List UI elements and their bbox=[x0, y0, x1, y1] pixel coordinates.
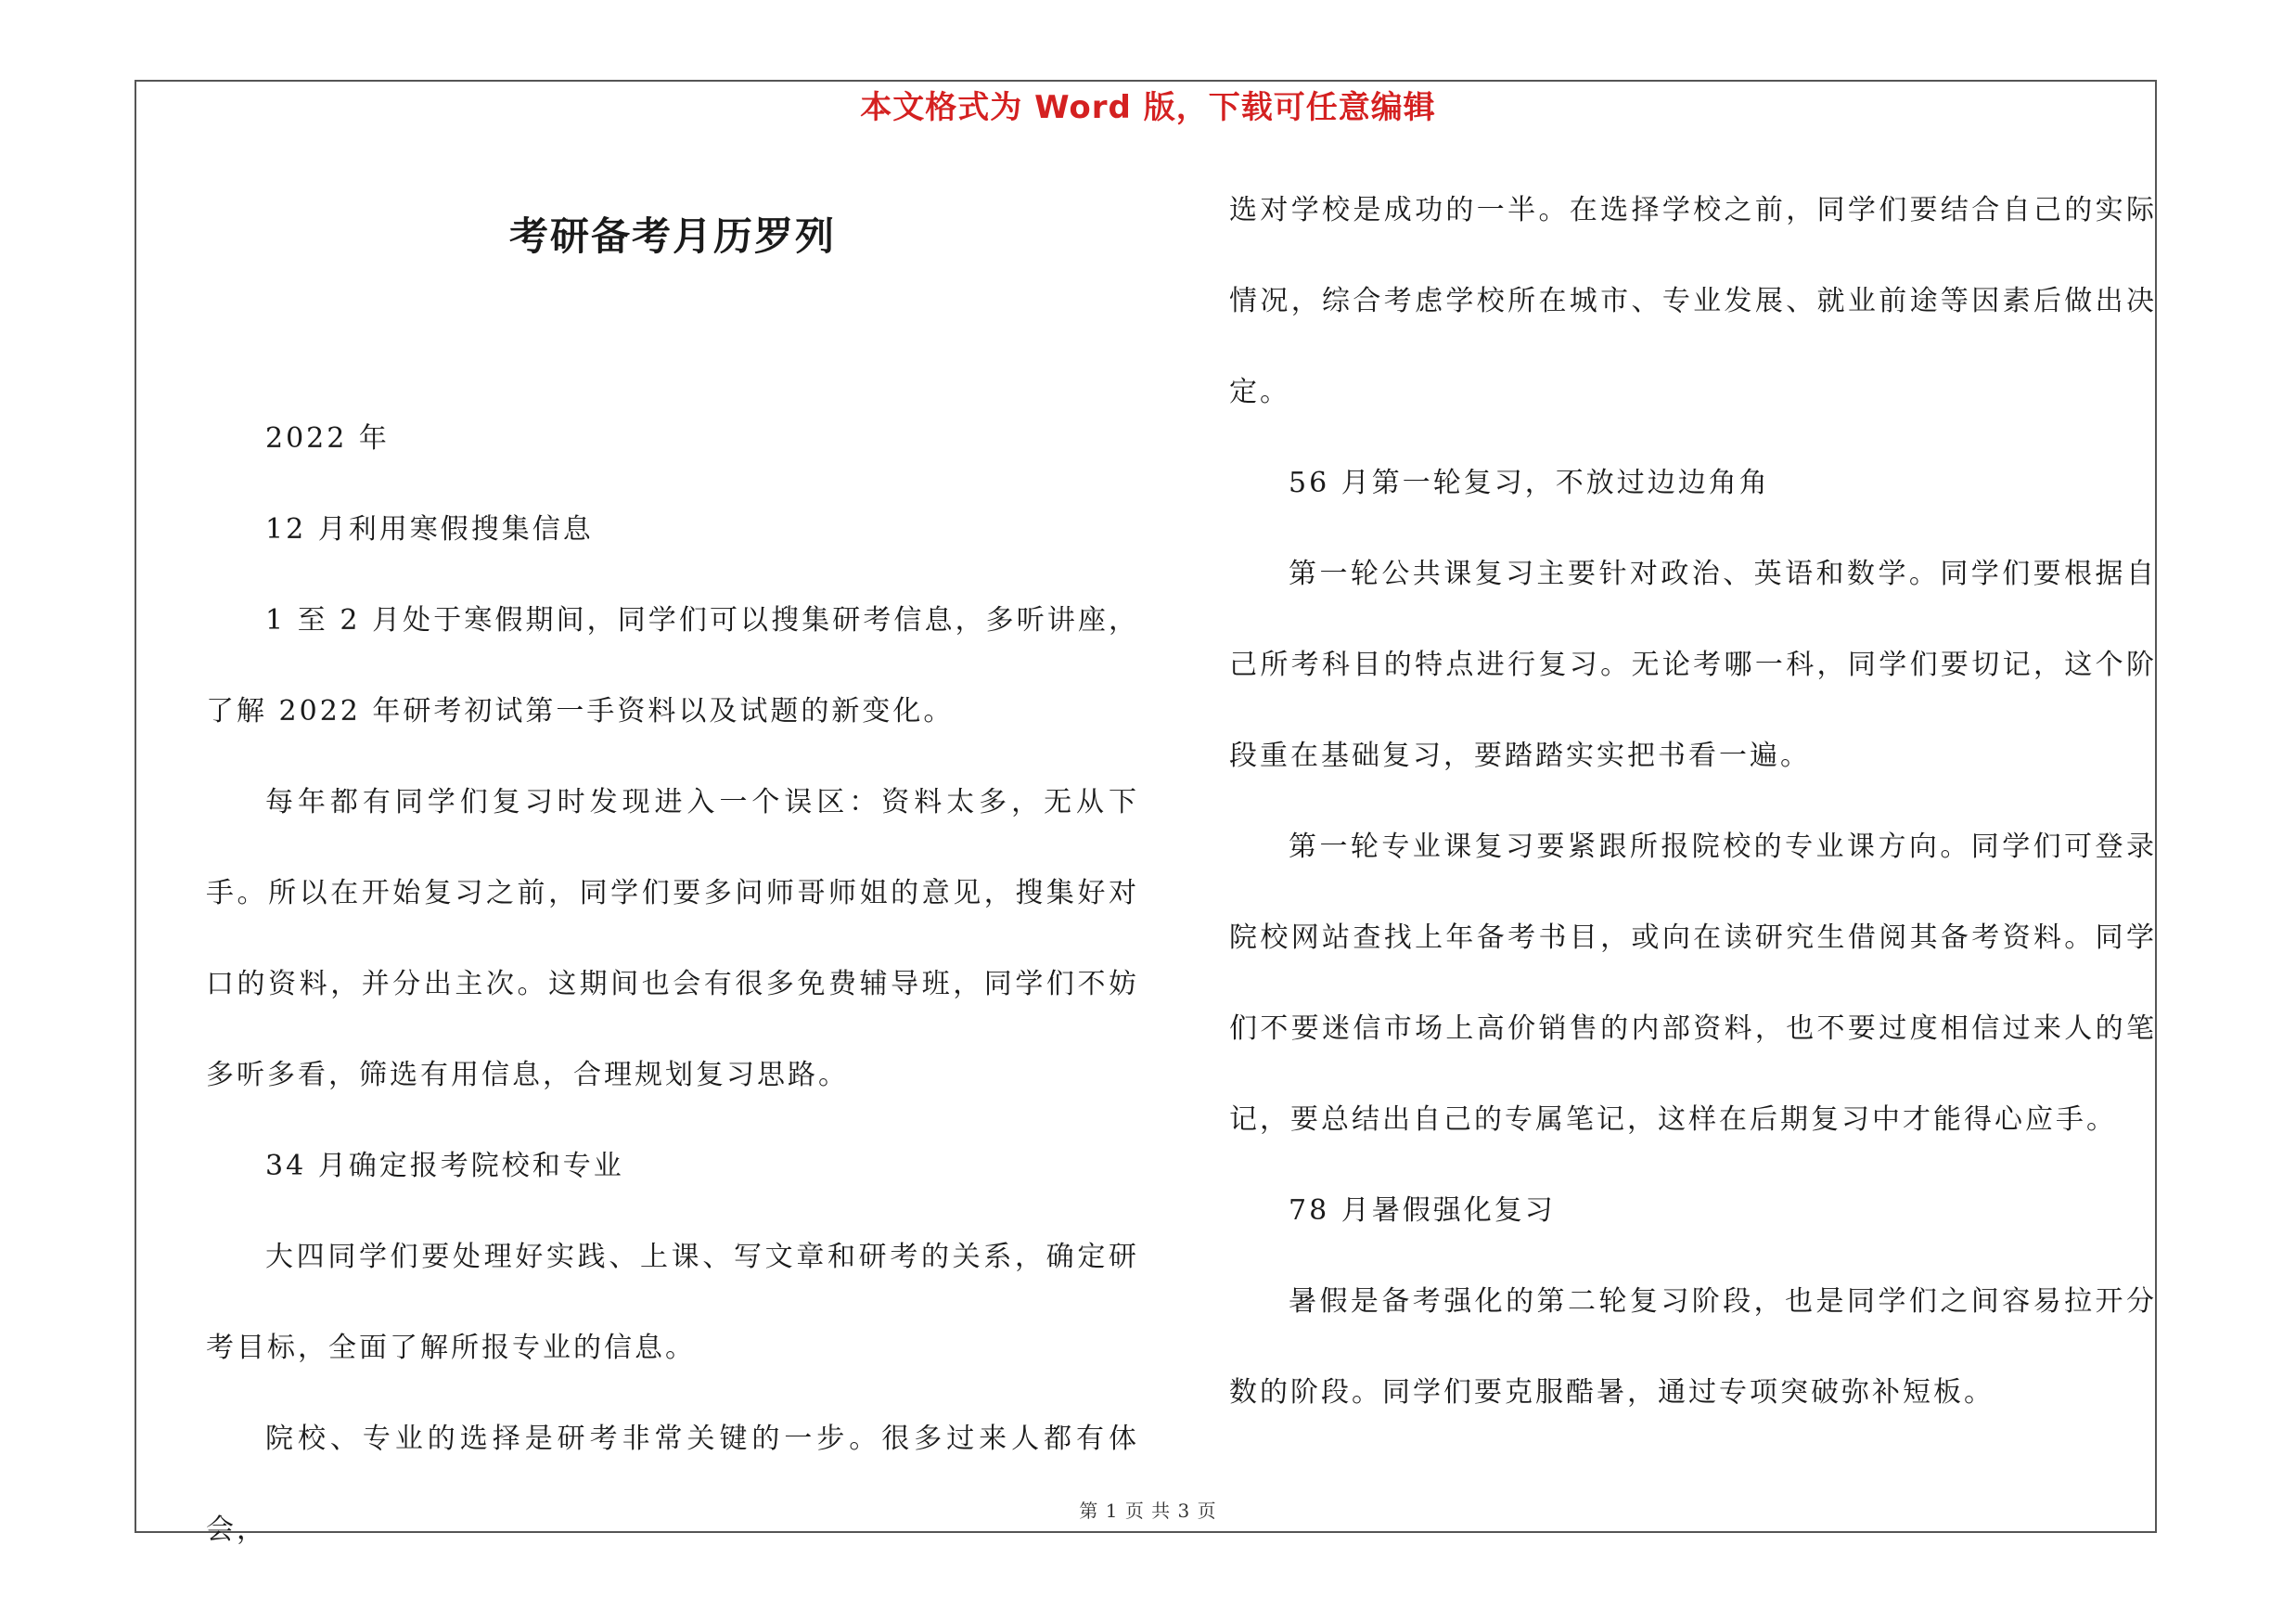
paragraph: 1 至 2 月处于寒假期间，同学们可以搜集研考信息，多听讲座，了解 2022 年研考初试第一手资料以及试题的新变化。 bbox=[206, 604, 1139, 728]
section-heading-mar-apr: 34 月确定报考院校和专业 bbox=[265, 1150, 624, 1182]
section-heading-may-jun: 56 月第一轮复习，不放过边边角角 bbox=[1289, 467, 1770, 499]
document-title: 考研备考月历罗列 bbox=[508, 213, 836, 259]
section-heading-jan-feb: 12 月利用寒假搜集信息 bbox=[265, 513, 594, 546]
paragraph: 第一轮公共课复习主要针对政治、英语和数学。同学们要根据自己所考科目的特点进行复习。无论考哪一科，同学们要切记，这个阶段重在基础复习，要踏踏实实把书看一遍。 bbox=[1229, 558, 2157, 772]
paragraph: 第一轮专业课复习要紧跟所报院校的专业课方向。同学们可登录院校网站查找上年备考书目，或向在读研究生借阅其备考资料。同学们不要迷信市场上高价销售的内部资料，也不要过度相信过来人的笔记，要总结出自己的专属笔记，这样在后期复习中才能得心应手。 bbox=[1229, 831, 2157, 1136]
right-text-column bbox=[1229, 165, 2157, 1438]
paragraph-continued: 选对学校是成功的一半。在选择学校之前，同学们要结合自己的实际情况，综合考虑学校所在城市、专业发展、就业前途等因素后做出决定。 bbox=[1229, 194, 2157, 408]
year-label: 2022 年 bbox=[265, 422, 390, 455]
paragraph: 暑假是备考强化的第二轮复习阶段，也是同学们之间容易拉开分数的阶段。同学们要克服酷暑，通过专项突破弥补短板。 bbox=[1229, 1285, 2157, 1409]
section-heading-jul-aug: 78 月暑假强化复习 bbox=[1289, 1194, 1556, 1227]
paragraph: 大四同学们要处理好实践、上课、写文章和研考的关系，确定研考目标，全面了解所报专业的信息。 bbox=[206, 1241, 1139, 1364]
paragraph: 每年都有同学们复习时发现进入一个误区：资料太多，无从下手。所以在开始复习之前，同学们要多问师哥师姐的意见，搜集好对口的资料，并分出主次。这期间也会有很多免费辅导班，同学们不妨多听多看，筛选有用信息，合理规划复习思路。 bbox=[206, 786, 1139, 1091]
page-number-footer: 第 1 页 共 3 页 bbox=[1079, 1500, 1217, 1522]
left-text-column bbox=[206, 393, 1139, 1576]
paragraph: 院校、专业的选择是研考非常关键的一步。很多过来人都有体会， bbox=[206, 1423, 1139, 1546]
word-format-banner: 本文格式为 Word 版，下载可任意编辑 bbox=[860, 89, 1436, 126]
